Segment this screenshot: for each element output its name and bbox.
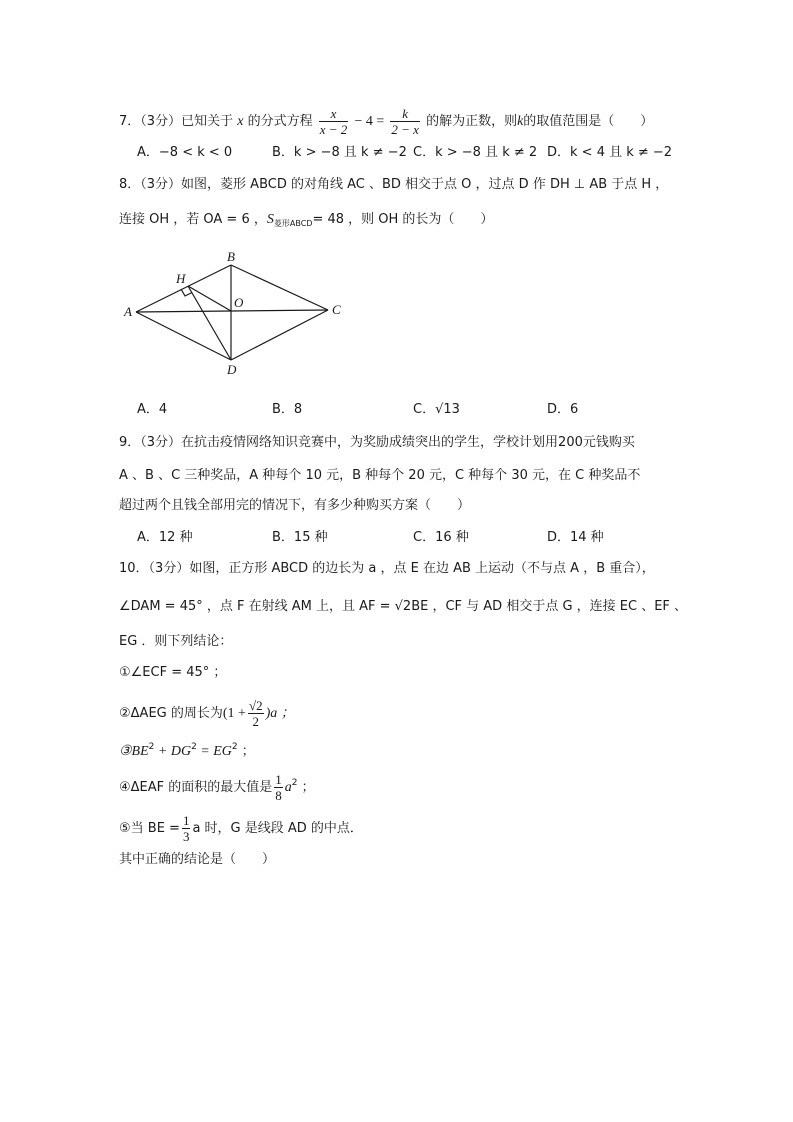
q8-option-a: A．4 — [137, 402, 168, 417]
q7-option-a: A．−8 < k < 0 — [137, 145, 233, 160]
label-o: O — [234, 295, 244, 310]
q10-conclusion-5: ⑤当 BE = $\frac{1}{3}$ a 时，G 是线段 AD 的中点． — [119, 813, 363, 844]
label-d: D — [227, 362, 237, 377]
side-cd — [231, 310, 328, 360]
q10-conclusion-4: ④ΔEAF 的面积的最大值是 $\frac{1}{8}$ $a^2$ ； — [119, 772, 315, 803]
q9-option-d: D．14 种 — [547, 530, 604, 545]
q8-option-c: C．√13 — [413, 402, 460, 417]
q9-option-c: C．16 种 — [413, 530, 469, 545]
q7-option-b: B．k > −8 且 k ≠ −2 — [272, 145, 407, 160]
q9-stem-line2: A 、B 、C 三种奖品，A 种每个 10 元，B 种每个 20 元，C 种每个 30 元，在 C 种奖品不 — [119, 468, 641, 483]
q10-stem-line3: EG ．则下列结论： — [119, 634, 233, 649]
q7-option-c: C．k > −8 且 k ≠ 2 — [413, 145, 538, 160]
q7-fraction-1: $\frac{x}{x - 2}$ — [319, 106, 348, 137]
q10-stem-line2: ∠DAM = 45° ，点 F 在射线 AM 上，且 AF = √2BE ，CF 与 AD 相交于点 G ，连接 EC 、EF 、 — [119, 599, 688, 614]
q8-option-b: B．8 — [272, 402, 303, 417]
q8-option-d: D．6 — [547, 402, 579, 417]
q10-stem-line1: 10．（3分）如图，正方形 ABCD 的边长为 a ，点 E 在边 AB 上运动（不与点 A ，B 重合）， — [119, 561, 655, 576]
side-bc — [231, 265, 328, 310]
q7-fraction-2: $\frac{k}{2 - x}$ — [391, 106, 419, 137]
label-c: C — [332, 302, 341, 317]
q10-conclusion-1: ①∠ECF = 45° ； — [119, 665, 227, 680]
label-b: B — [227, 249, 235, 264]
q9-option-a: A．12 种 — [137, 530, 193, 545]
q10-conclusion-3: $③BE^2 + DG^2 = EG^2$ ； — [119, 742, 255, 759]
q7-option-d: D．k < 4 且 k ≠ −2 — [547, 145, 673, 160]
q10-conclusion-2: ②ΔAEG 的周长为(1 + $\frac{√2}{2}$ )a ； — [119, 698, 295, 729]
q8-stem-line1: 8．（3分）如图，菱形 ABCD 的对角线 AC 、BD 相交于点 O ，过点 D 作 DH ⊥ AB 于点 H ， — [119, 177, 669, 192]
q7-stem: 7．（3分）已知关于 x 的分式方程 $\frac{x}{x - 2}$ − 4 = $\frac{k}{2 - x}$ 的解为正数，则k的取值范围是（ ） — [119, 106, 654, 137]
q9-stem-line1: 9．（3分）在抗击疫情网络知识竞赛中，为奖励成绩突出的学生，学校计划用200元钱购买 — [119, 435, 635, 450]
q9-option-b: B．15 种 — [272, 530, 328, 545]
q10-final-prompt: 其中正确的结论是（ ） — [119, 852, 276, 867]
q8-rhombus-figure — [118, 245, 348, 380]
q9-stem-line3: 超过两个且钱全部用完的情况下，有多少种购买方案（ ） — [119, 498, 471, 513]
label-h: H — [176, 271, 186, 286]
label-a: A — [124, 304, 132, 319]
q8-stem-line2: 连接 OH ，若 OA = 6 ，$S_{菱形ABCD}= 48$ ，则 OH 的长为（ ） — [119, 212, 494, 228]
diagonal-ac — [136, 310, 328, 312]
segment-oh — [188, 286, 231, 311]
